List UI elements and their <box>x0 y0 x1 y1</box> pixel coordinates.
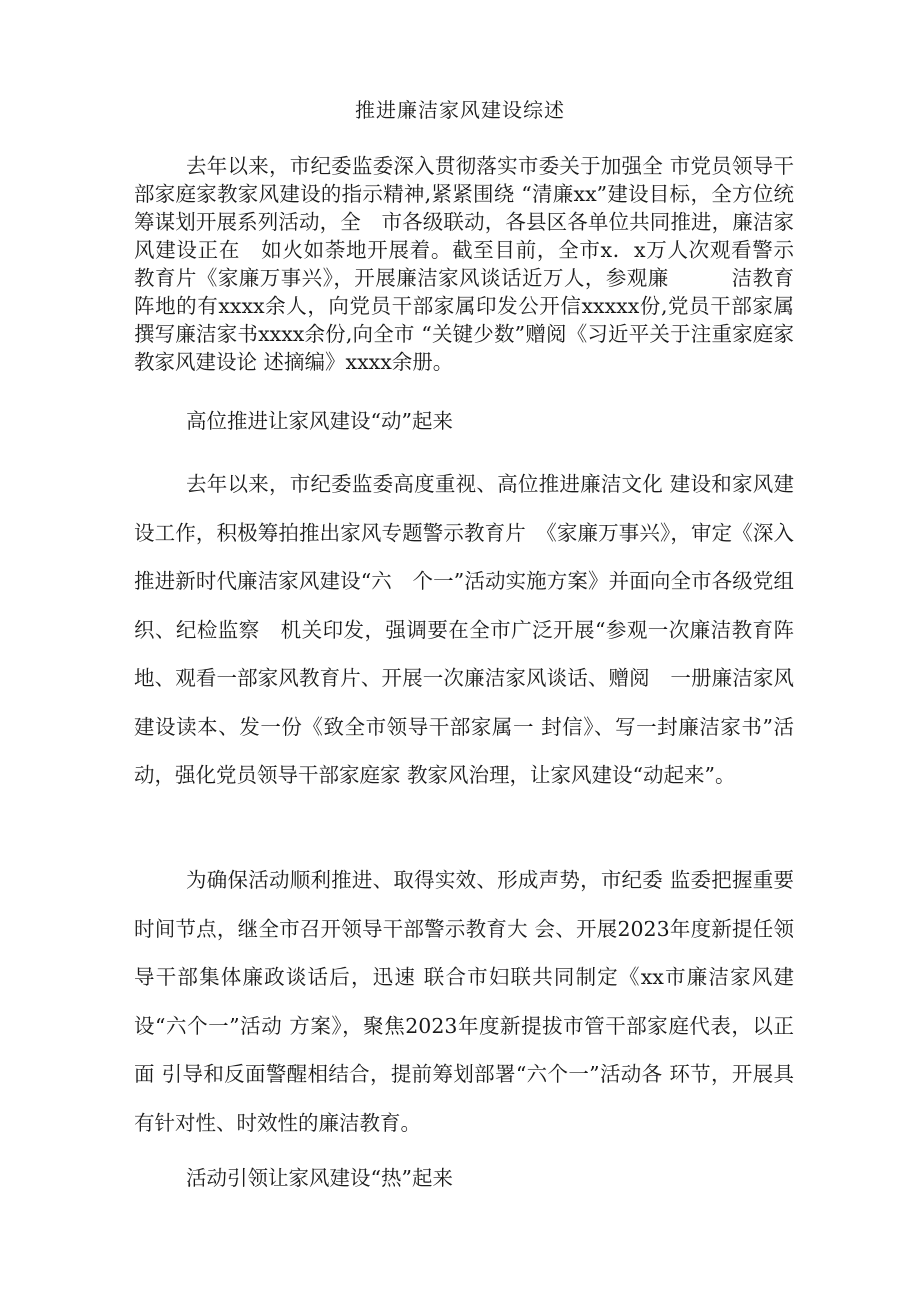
body-paragraph-2: 为确保活动顺利推进、取得实效、形成声势，市纪委 监委把握重要时间节点，继全市召开领导干部警示教育大 会、开展2023年度新提任领导干部集体廉政谈话后，迅速 联合市妇联共同制定《xx市廉洁家风建设“六个一”活动 方案》，聚焦2023年度新提拔市管干部家庭代表，以正面 引导和反面警醒相结合，提前筹划部署“六个一”活动各 环节，开展具有针对性、时效性的廉洁教育。 <box>134 868 794 1135</box>
section-heading-1: 高位推进让家风建设“动”起来 <box>186 409 453 433</box>
body-paragraph-1: 去年以来，市纪委监委高度重视、高位推进廉洁文化 建设和家风建设工作，积极筹拍推出家风专题警示教育片 《家廉万事兴》，审定《深入推进新时代廉洁家风建设“六 个一”活动实施方案》并面向全市各级党组织、纪检监察 机关印发，强调要在全市广泛开展“参观一次廉洁教育阵 地、观看一部家风教育片、开展一次廉洁家风谈话、赠阅 一册廉洁家风建设读本、发一份《致全市领导干部家属一 封信》、写一封廉洁家书”活动，强化党员领导干部家庭家 教家风治理，让家风建设“动起来”。 <box>134 472 815 787</box>
document-title: 推进廉洁家风建设综述 <box>355 98 565 122</box>
intro-paragraph: 去年以来，市纪委监委深入贯彻落实市委关于加强全 市党员领导干部家庭家教家风建设的指示精神,紧紧围绕 “清廉xx”建设目标，全方位统筹谋划开展系列活动，全 市各级联动，各县区各单位共同推进，廉洁家风建设正在 如火如荼地开展着。截至目前，全市x．x万人次观看警示 教育片《家廉万事兴》，开展廉洁家风谈话近万人，参观廉 洁教育阵地的有xxxx余人，向党员干部家属印发公开信xxxxx份,党员干部家属撰写廉洁家书xxxx余份,向全市 “关键少数”赠阅《习近平关于注重家庭家教家风建设论 述摘编》xxxx余册。 <box>134 154 815 374</box>
section-heading-2: 活动引领让家风建设“热”起来 <box>186 1166 453 1190</box>
